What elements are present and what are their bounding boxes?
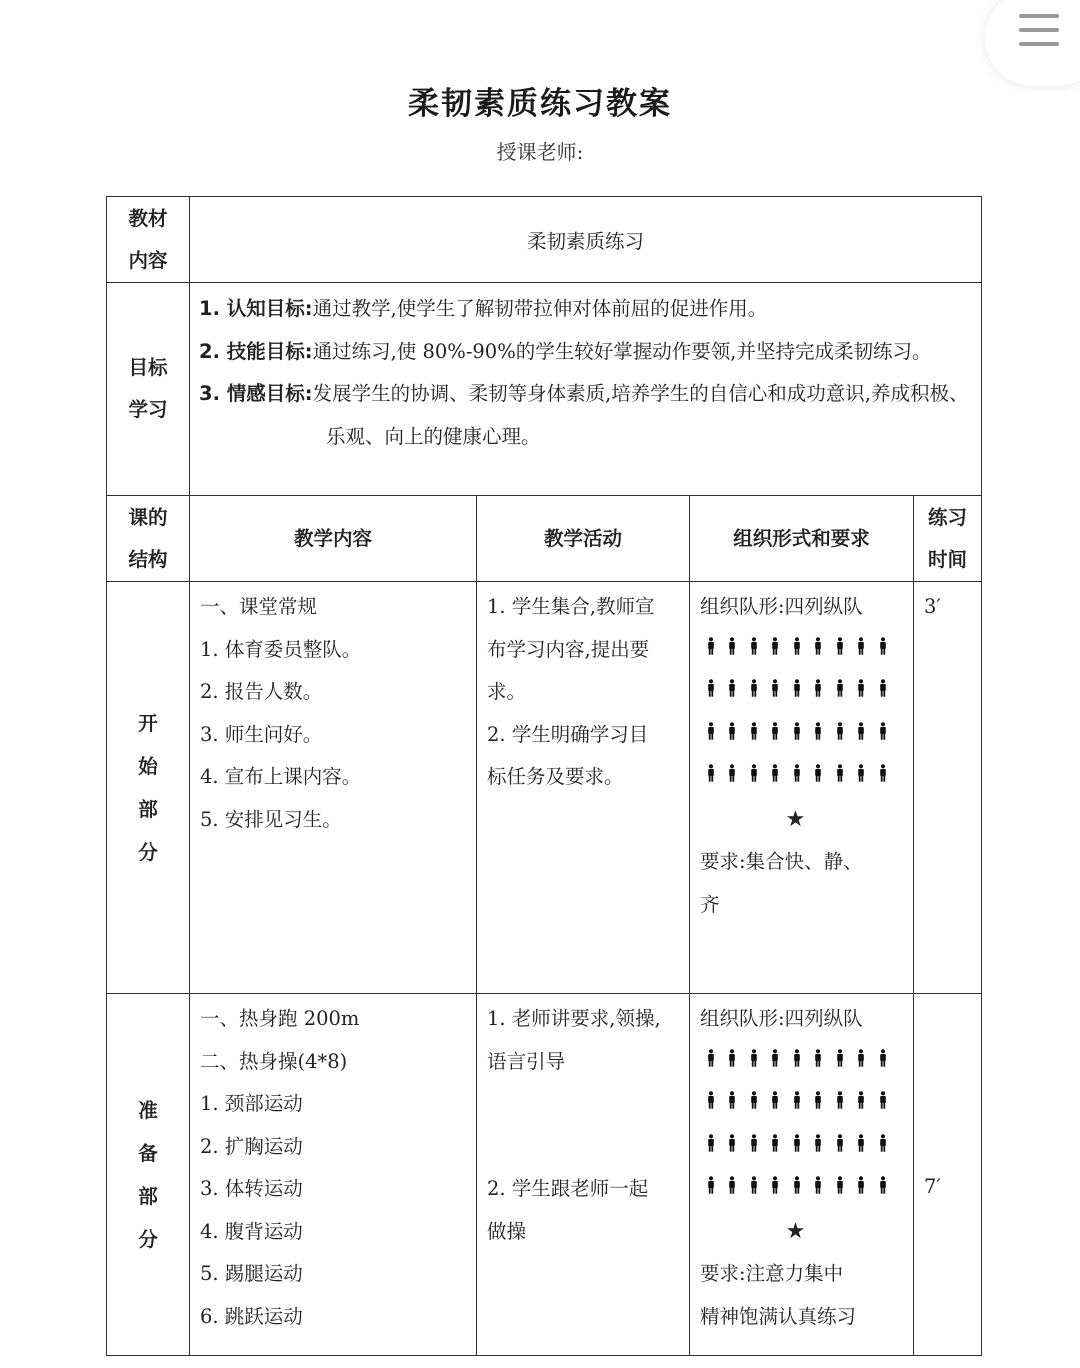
header-organization: 组织形式和要求 [690,496,914,582]
content-line: 2. 扩胸运动 [200,1134,303,1158]
header-structure-line: 课的 [128,505,168,529]
formation-row [700,756,905,799]
person-icon [765,1041,787,1084]
person-icon [829,714,851,757]
content-line: 5. 安排见习生。 [200,807,342,831]
person-icon [700,1126,722,1169]
person-icon [786,1126,808,1169]
person-icon [808,1168,830,1211]
menu-icon [1019,14,1059,56]
header-row [107,496,982,582]
person-icon [872,1126,894,1169]
section-name-char: 分 [138,840,158,864]
person-icon [765,714,787,757]
activity-line: 1. 老师讲要求,领操, [487,1007,661,1030]
person-icon [851,1041,873,1084]
person-icon [743,1083,765,1126]
person-icon [808,1083,830,1126]
formation-label: 组织队形:四列纵队 [700,595,863,618]
person-icon [765,756,787,799]
person-icon [786,671,808,714]
goals-label-line: 学习 [128,398,168,421]
header-time-line: 时间 [927,547,967,571]
goals-row [107,283,982,496]
person-icon [743,671,765,714]
person-icon [808,714,830,757]
person-icon [786,1041,808,1084]
time-spacer [924,1082,981,1124]
person-icon [851,1126,873,1169]
section-name [107,994,190,1356]
person-icon [851,671,873,714]
formation-row [700,1083,905,1126]
section-organization [690,994,914,1356]
lesson-plan-table [106,196,982,1356]
person-icon [829,1083,851,1126]
content-line: 4. 宣布上课内容。 [200,765,362,788]
person-icon [829,1041,851,1084]
activity-line: 布学习内容,提出要 [487,637,650,661]
activity-line: 2. 学生跟老师一起 [487,1177,649,1200]
material-row [107,197,982,283]
goals-label-line: 目标 [128,356,168,379]
content-line: 一、热身跑 200m [200,1007,360,1030]
person-icon [808,1126,830,1169]
person-icon [743,714,765,757]
person-icon [722,714,744,757]
time-spacer [924,1124,981,1166]
section-row [107,994,982,1356]
person-icon [786,1083,808,1126]
person-icon [700,671,722,714]
activity-line: 1. 学生集合,教师宣 [487,595,655,618]
header-time [914,496,982,582]
person-icon [765,1126,787,1169]
content-line: 1. 颈部运动 [200,1092,303,1115]
section-content [190,994,477,1356]
person-icon [722,1168,744,1211]
goal-label: 3. 情感目标: [199,382,313,405]
content-line: 2. 报告人数。 [200,680,323,703]
star-icon: ★ [785,1218,806,1244]
person-icon [722,1083,744,1126]
person-icon [872,1168,894,1211]
activity-line: 2. 学生明确学习目 [487,722,649,746]
goal-text: 发展学生的协调、柔韧等身体素质,培养学生的自信心和成功意识,养成积极、乐观、向上的健康心理。 [312,382,969,448]
person-icon [872,671,894,714]
page-title: 柔韧素质练习教案 [408,86,672,122]
section-organization [690,582,914,994]
person-icon [851,629,873,672]
person-icon [743,756,765,799]
goal-label: 2. 技能目标: [199,339,313,363]
person-icon [872,756,894,799]
header-content: 教学内容 [190,496,477,582]
person-icon [700,714,722,757]
activity-line: 求。 [487,680,527,703]
person-icon [786,629,808,672]
goal-text: 通过练习,使 80%-90%的学生较好掌握动作要领,并坚持完成柔韧练习。 [312,339,932,363]
activity-line: 标任务及要求。 [487,765,624,788]
activity-line: 语言引导 [487,1049,566,1073]
person-icon [872,1041,894,1084]
section-content [190,582,477,994]
goal-text: 通过教学,使学生了解韧带拉伸对体前屈的促进作用。 [312,297,768,320]
material-label [107,197,190,283]
teacher-label: 授课老师: [496,140,584,164]
person-icon [700,756,722,799]
content-line: 一、课堂常规 [200,595,318,618]
material-value: 柔韧素质练习 [190,197,982,283]
section-name-char: 始 [138,754,158,778]
goal-item [199,373,973,458]
person-icon [743,1041,765,1084]
person-icon [872,629,894,672]
requirement-line: 齐 [700,892,720,916]
content-line: 3. 师生问好。 [200,722,323,746]
person-icon [700,1041,722,1084]
person-icon [722,756,744,799]
person-icon [765,1168,787,1211]
person-icon [722,1041,744,1084]
star-icon: ★ [785,806,806,832]
person-icon [765,1083,787,1126]
person-icon [829,1126,851,1169]
goal-item [199,288,973,331]
time-spacer [924,1040,981,1082]
person-icon [851,714,873,757]
section-time: 3′ [914,582,982,994]
formation-row [700,629,905,672]
person-icon [829,671,851,714]
goal-item [199,331,973,374]
person-icon [786,1168,808,1211]
requirement-line: 要求:注意力集中 [700,1262,844,1285]
activity-spacer [487,1126,681,1169]
person-icon [851,756,873,799]
formation-grid [700,1041,905,1211]
person-icon [700,629,722,672]
time-value: 7′ [924,1175,941,1198]
section-name-char: 开 [138,711,158,735]
person-icon [722,1126,744,1169]
person-icon [743,629,765,672]
material-label-line: 教材 [128,206,168,230]
section-name [107,582,190,994]
formation-label: 组织队形:四列纵队 [700,1007,863,1030]
requirement-line: 要求:集合快、静、 [700,850,863,873]
person-icon [786,756,808,799]
formation-row [700,1041,905,1084]
section-row [107,582,982,994]
person-icon [765,671,787,714]
content-line: 二、热身操(4*8) [200,1049,348,1073]
person-icon [808,629,830,672]
section-name-char: 部 [138,797,158,821]
person-icon [872,714,894,757]
time-spacer [924,998,981,1040]
content-line: 5. 踢腿运动 [200,1262,303,1285]
person-icon [872,1083,894,1126]
header-activity: 教学活动 [477,496,690,582]
section-activity [477,582,690,994]
formation-grid [700,629,905,799]
person-icon [808,756,830,799]
person-icon [829,756,851,799]
content-line: 3. 体转运动 [200,1177,303,1200]
person-icon [743,1168,765,1211]
person-icon [743,1126,765,1169]
material-label-line: 内容 [128,248,168,272]
goals-list [190,283,982,496]
requirement-line: 精神饱满认真练习 [700,1304,857,1328]
formation-row [700,714,905,757]
formation-row [700,1126,905,1169]
person-icon [786,714,808,757]
section-name-char: 准 [138,1098,158,1122]
formation-row [700,671,905,714]
section-name-char: 备 [138,1141,158,1165]
activity-line: 做操 [487,1219,527,1243]
person-icon [722,671,744,714]
header-structure [107,496,190,582]
person-icon [700,1168,722,1211]
activity-spacer [487,1083,681,1126]
person-icon [722,629,744,672]
person-icon [829,629,851,672]
section-name-char: 部 [138,1184,158,1208]
person-icon [808,671,830,714]
goals-label [107,283,190,496]
formation-row [700,1168,905,1211]
goal-label: 1. 认知目标: [199,297,313,320]
section-activity [477,994,690,1356]
person-icon [765,629,787,672]
person-icon [851,1083,873,1126]
person-icon [851,1168,873,1211]
content-line: 1. 体育委员整队。 [200,637,362,661]
person-icon [700,1083,722,1126]
header-time-line: 练习 [927,505,967,529]
content-line: 6. 跳跃运动 [200,1304,303,1328]
section-name-char: 分 [138,1227,158,1251]
section-time [914,994,982,1356]
person-icon [808,1041,830,1084]
header-structure-line: 结构 [128,547,168,571]
person-icon [829,1168,851,1211]
menu-button[interactable] [985,0,1080,86]
content-line: 4. 腹背运动 [200,1219,303,1243]
